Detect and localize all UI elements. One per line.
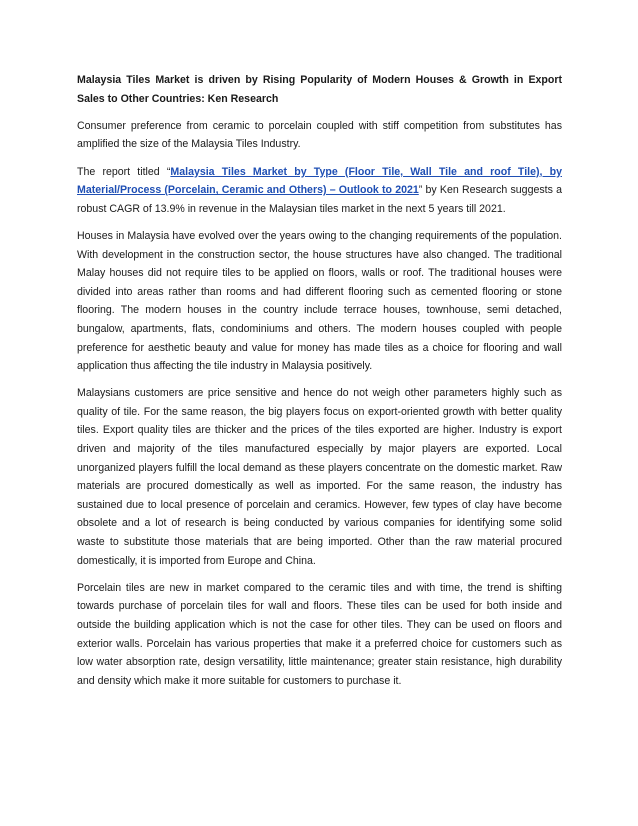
- report-paragraph: [77, 163, 562, 219]
- document-page: [77, 71, 562, 699]
- report-prefix: The report titled “: [77, 165, 171, 178]
- intro-paragraph: Consumer preference from ceramic to porcelain coupled with stiff competition from substitutes has amplified the size of the Malaysia Tiles Industry.: [77, 119, 562, 151]
- report-suffix: ” by Ken Research suggests a robust CAGR of 13.9% in revenue in the Malaysian tiles market in the next 5 years till 2021.: [77, 184, 562, 215]
- porcelain-paragraph: Porcelain tiles are new in market compared to the ceramic tiles and with time, the trend is shifting towards purchase of porcelain tiles for wall and floors. These tiles can be used for both inside and outside the building application which is not the case for other tiles. They can be used on floors and exterior walls. Porcelain has various properties that make it a preferred choice for customers such as low water absorption rate, design versatility, little maintenance; greater stain resistance, high durability and density which make it more suitable for customers to purchase it.: [77, 581, 562, 687]
- price-paragraph: Malaysians customers are price sensitive and hence do not weigh other parameters highly such as quality of tile. For the same reason, the big players focus on export-oriented growth with better quality tiles. Export quality tiles are thicker and the prices of the tiles exported are higher. Industry is export driven and majority of the tiles manufactured especially by major players are exported. Local unorganized players fulfill the local demand as these players concentrate on the domestic market. Raw materials are procured domestically as well as imported. For the same reason, the industry has sustained due to local presence of porcelain and ceramics. However, few types of clay have become obsolete and a lot of research is being conducted by various companies for identifying some solid waste to substitute those materials that are being imported. Other than the raw material procured domestically, it is imported from Europe and China.: [77, 387, 562, 567]
- document-title: Malaysia Tiles Market is driven by Rising Popularity of Modern Houses & Growth in Export Sales to Other Countries: Ken Research: [77, 74, 562, 105]
- report-title-link[interactable]: Malaysia Tiles Market by Type (Floor Tile, Wall Tile and roof Tile), by Material/Process (Porcelain, Ceramic and Others) – Outlook to 2021: [77, 165, 562, 197]
- houses-paragraph: Houses in Malaysia have evolved over the years owing to the changing requirements of the population. With development in the construction sector, the house structures have also changed. The traditional Malay houses did not require tiles to be applied on floors, walls or roof. The traditional houses were divided into areas rather than rooms and had different flooring such as cemented flooring or stone flooring. The modern houses in the country include terrace houses, townhouse, semi detached, bungalow, apartments, flats, condominiums and others. The modern houses coupled with people preference for aesthetic beauty and value for money has made tiles as a choice for flooring and wall application thus affecting the tile industry in Malaysia positively.: [77, 229, 562, 373]
